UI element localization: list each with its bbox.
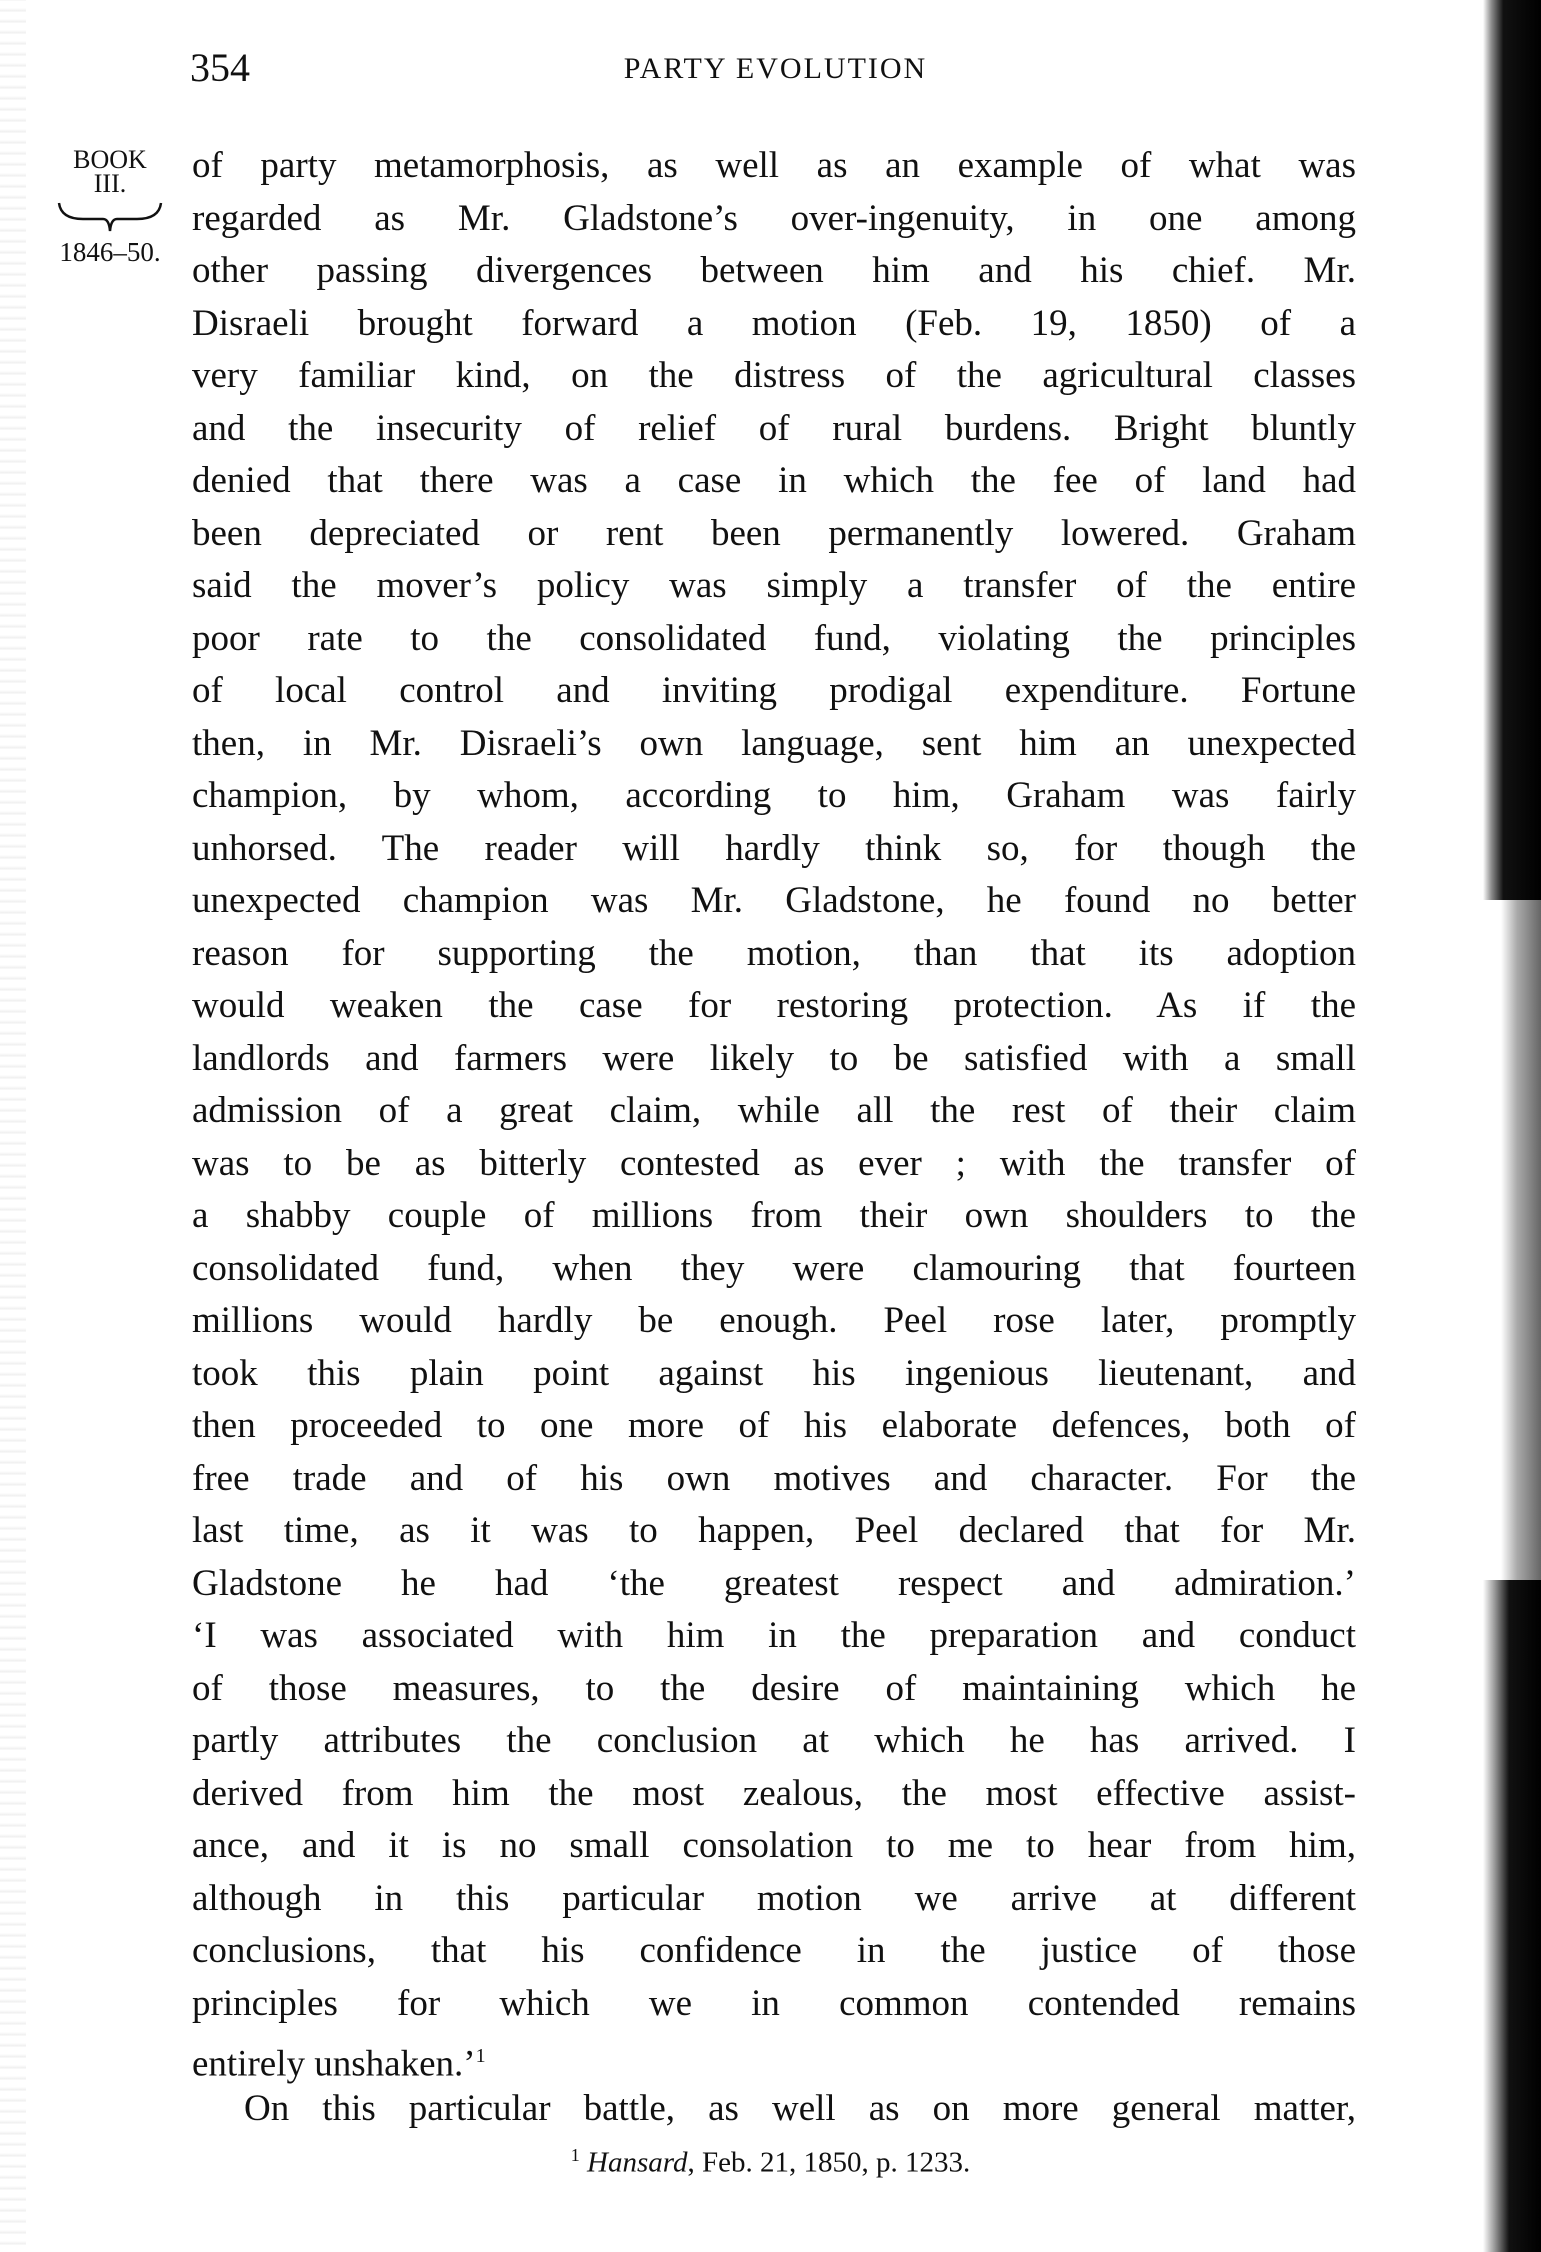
text-line: reason for supporting the motion, than that its adoption xyxy=(192,932,1356,974)
text-line: been depreciated or rent been permanently lowered. Graham xyxy=(192,512,1356,554)
text-line: of party metamorphosis, as well as an example of what was xyxy=(192,145,1356,186)
text-line: took this plain point against his ingenious lieutenant, and xyxy=(192,1352,1356,1394)
text-line: other passing divergences between him and his chief. Mr. xyxy=(192,250,1356,291)
binding-shadow xyxy=(1483,0,1541,900)
text-line: ‘I was associated with him in the preparation and conduct xyxy=(192,1615,1356,1656)
text-line: unexpected champion was Mr. Gladstone, he found no better xyxy=(192,880,1356,921)
footnote-source: Hansard xyxy=(587,2146,688,2179)
text-line xyxy=(192,2030,1356,2083)
text-line: a shabby couple of millions from their own shoulders to the xyxy=(192,1195,1356,1236)
text-line: of local control and inviting prodigal expenditure. Fortune xyxy=(192,670,1356,711)
text-line: regarded as Mr. Gladstone’s over-ingenuity, in one among xyxy=(192,197,1356,239)
text-line: principles for which we in common contended remains xyxy=(192,1982,1356,2024)
text-line: last time, as it was to happen, Peel declared that for Mr. xyxy=(192,1510,1356,1551)
text-line: conclusions, that his confidence in the justice of those xyxy=(192,1930,1356,1971)
body-text xyxy=(192,140,1356,2135)
text-line: millions would hardly be enough. Peel rose later, promptly xyxy=(192,1300,1356,1341)
brace-icon xyxy=(55,201,165,235)
text-line: consolidated fund, when they were clamouring that fourteen xyxy=(192,1247,1356,1289)
text-line: and the insecurity of relief of rural burdens. Bright bluntly xyxy=(192,407,1356,449)
text-line: admission of a great claim, while all the rest of their claim xyxy=(192,1090,1356,1131)
text-line: champion, by whom, according to him, Graham was fairly xyxy=(192,775,1356,816)
text-line: of those measures, to the desire of maintaining which he xyxy=(192,1667,1356,1709)
text-line: free trade and of his own motives and character. For the xyxy=(192,1457,1356,1499)
margin-volume: III. xyxy=(93,169,127,198)
text-line: denied that there was a case in which the fee of land had xyxy=(192,460,1356,501)
text-line: Disraeli brought forward a motion (Feb. 19, 1850) of a xyxy=(192,302,1356,344)
footnote-reference: 1 xyxy=(475,2045,486,2067)
text-line: then proceeded to one more of his elaborate defences, both of xyxy=(192,1405,1356,1446)
paragraph-start: On this particular battle, as well as on more general matter, xyxy=(244,2087,1356,2129)
page-number: 354 xyxy=(190,45,250,90)
text-line: very familiar kind, on the distress of the agricultural classes xyxy=(192,355,1356,396)
margin-book: BOOK xyxy=(73,145,147,174)
text-line: derived from him the most zealous, the most effective assist- xyxy=(192,1772,1356,1814)
footnote xyxy=(0,2145,1541,2180)
text-line: unhorsed. The reader will hardly think so, for though the xyxy=(192,827,1356,869)
text-line: landlords and farmers were likely to be satisfied with a small xyxy=(192,1037,1356,1079)
footnote-marker: 1 xyxy=(570,2145,580,2165)
text-line: Gladstone he had ‘the greatest respect and admiration.’ xyxy=(192,1562,1356,1604)
text-line: partly attributes the conclusion at which he has arrived. I xyxy=(192,1720,1356,1761)
margin-years: 1846–50. xyxy=(59,237,161,267)
page-edge-left xyxy=(0,0,26,2252)
text-line: was to be as bitterly contested as ever ; with the transfer of xyxy=(192,1142,1356,1184)
text-line: ance, and it is no small consolation to me to hear from him, xyxy=(192,1825,1356,1866)
text-line: poor rate to the consolidated fund, violating the principles xyxy=(192,617,1356,659)
margin-note xyxy=(40,145,180,267)
binding-shadow xyxy=(1501,900,1541,1580)
text-line: although in this particular motion we arrive at different xyxy=(192,1877,1356,1919)
text-line-content: entirely unshaken.’ xyxy=(192,2043,476,2085)
text-line: then, in Mr. Disraeli’s own language, sent him an unexpected xyxy=(192,722,1356,764)
text-line: said the mover’s policy was simply a transfer of the entire xyxy=(192,565,1356,606)
footnote-details: , Feb. 21, 1850, p. 1233. xyxy=(687,2146,971,2179)
text-line: would weaken the case for restoring protection. As if the xyxy=(192,985,1356,1026)
running-title: PARTY EVOLUTION xyxy=(623,52,928,85)
